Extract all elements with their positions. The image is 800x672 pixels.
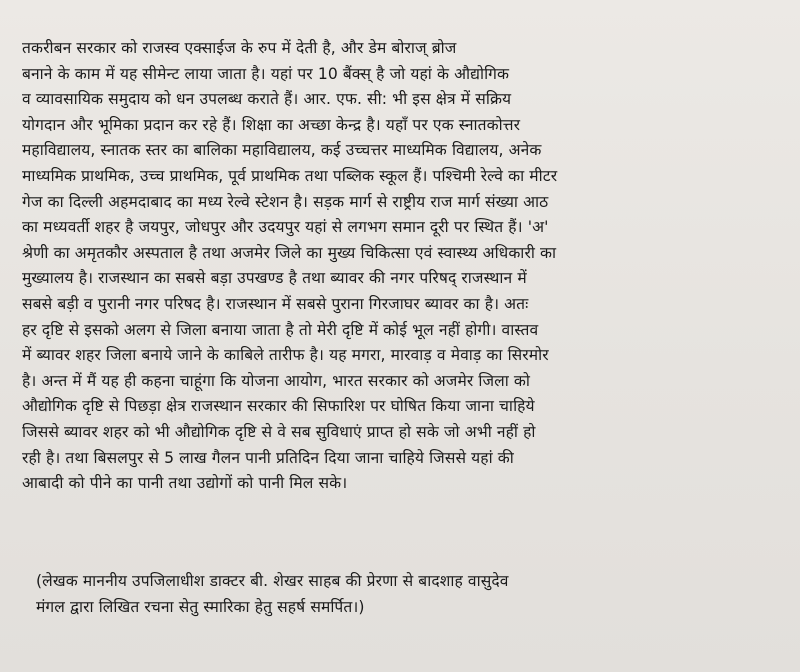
main-paragraph: [22, 36, 792, 497]
text-line: रही है। तथा बिसलपुर से 5 लाख गैलन पानी प्रतिदिन दिया जाना चाहिये जिससे यहां की: [22, 448, 514, 467]
author-note: [36, 568, 786, 620]
text-line: माध्यमिक प्राथमिक, उच्च प्राथमिक, पूर्व प्राथमिक तथा पब्लिक स्कूल हैं। पश्चिमी रेल्वे का मीटर: [22, 166, 558, 185]
caption-line: (लेखक माननीय उपजिलाधीश डाक्टर बी. शेखर साहब की प्रेरणा से बादशाह वासुदेव: [36, 572, 509, 590]
caption-line: मंगल द्वारा लिखित रचना सेतु स्मारिका हेतु सहर्ष समर्पित।): [36, 598, 365, 616]
text-line: है। अन्त में मैं यह ही कहना चाहूंगा कि योजना आयोग, भारत सरकार को अजमेर जिला को: [22, 371, 531, 390]
text-line: गेज का दिल्ली अहमदाबाद का मध्य रेल्वे स्टेशन है। सड़क मार्ग से राष्ट्रीय राज मार्ग संख्या आठ: [22, 192, 549, 211]
text-line: व व्यावसायिक समुदाय को धन उपलब्ध कराते हैं। आर. एफ. सी: भी इस क्षेत्र में सक्रिय: [22, 90, 512, 109]
text-line: जिससे ब्यावर शहर को भी औद्योगिक दृष्टि से वे सब सुविधाएं प्राप्त हो सके जो अभी नहीं हो: [22, 422, 536, 441]
text-line: श्रेणी का अमृतकौर अस्पताल है तथा अजमेर जिले का मुख्य चिकित्सा एवं स्वास्थ्य अधिकारी का: [22, 243, 557, 262]
text-line: में ब्यावर शहर जिला बनाये जाने के काबिले तारीफ है। यह मगरा, मारवाड़ व मेवाड़ का सिरमोर: [22, 346, 549, 365]
text-line: तकरीबन सरकार को राजस्व एक्साईज के रुप में देती है, और डेम बोराज् ब्रोज: [22, 39, 457, 57]
text-line: हर दृष्टि से इसको अलग से जिला बनाया जाता है तो मेरी दृष्टि में कोई भूल नहीं होगी। वास्तव: [22, 320, 539, 339]
text-line: का मध्यवर्ती शहर है जयपुर, जोधपुर और उदयपुर यहां से लगभग समान दूरी पर स्थित हैं। 'अ': [22, 218, 549, 237]
text-line: महाविद्यालय, स्नातक स्तर का बालिका महाविद्यालय, कई उच्चत्तर माध्यमिक विद्यालय, अनेक: [22, 141, 542, 160]
text-line: औद्योगिक दृष्टि से पिछड़ा क्षेत्र राजस्थान सरकार की सिफारिश पर घोषित किया जाना चाहिये: [22, 397, 535, 416]
text-line: बनाने के काम में यह सीमेन्ट लाया जाता है। यहां पर 10 बैंक्स् है जो यहां के औद्योगिक: [22, 64, 510, 83]
text-line: योगदान और भूमिका प्रदान कर रहे हैं। शिक्षा का अच्छा केन्द्र है। यहाँ पर एक स्नातकोत्तर: [22, 115, 521, 134]
text-line: आबादी को पीने का पानी तथा उद्योगों को पानी मिल सके।: [22, 474, 348, 493]
text-line: मुख्यालय है। राजस्थान का सबसे बड़ा उपखण्ड है तथा ब्यावर की नगर परिषद् राजस्थान में: [22, 269, 527, 288]
text-line: सबसे बड़ी व पुरानी नगर परिषद है। राजस्थान में सबसे पुराना गिरजाघर ब्यावर का है। अतः: [22, 294, 529, 313]
